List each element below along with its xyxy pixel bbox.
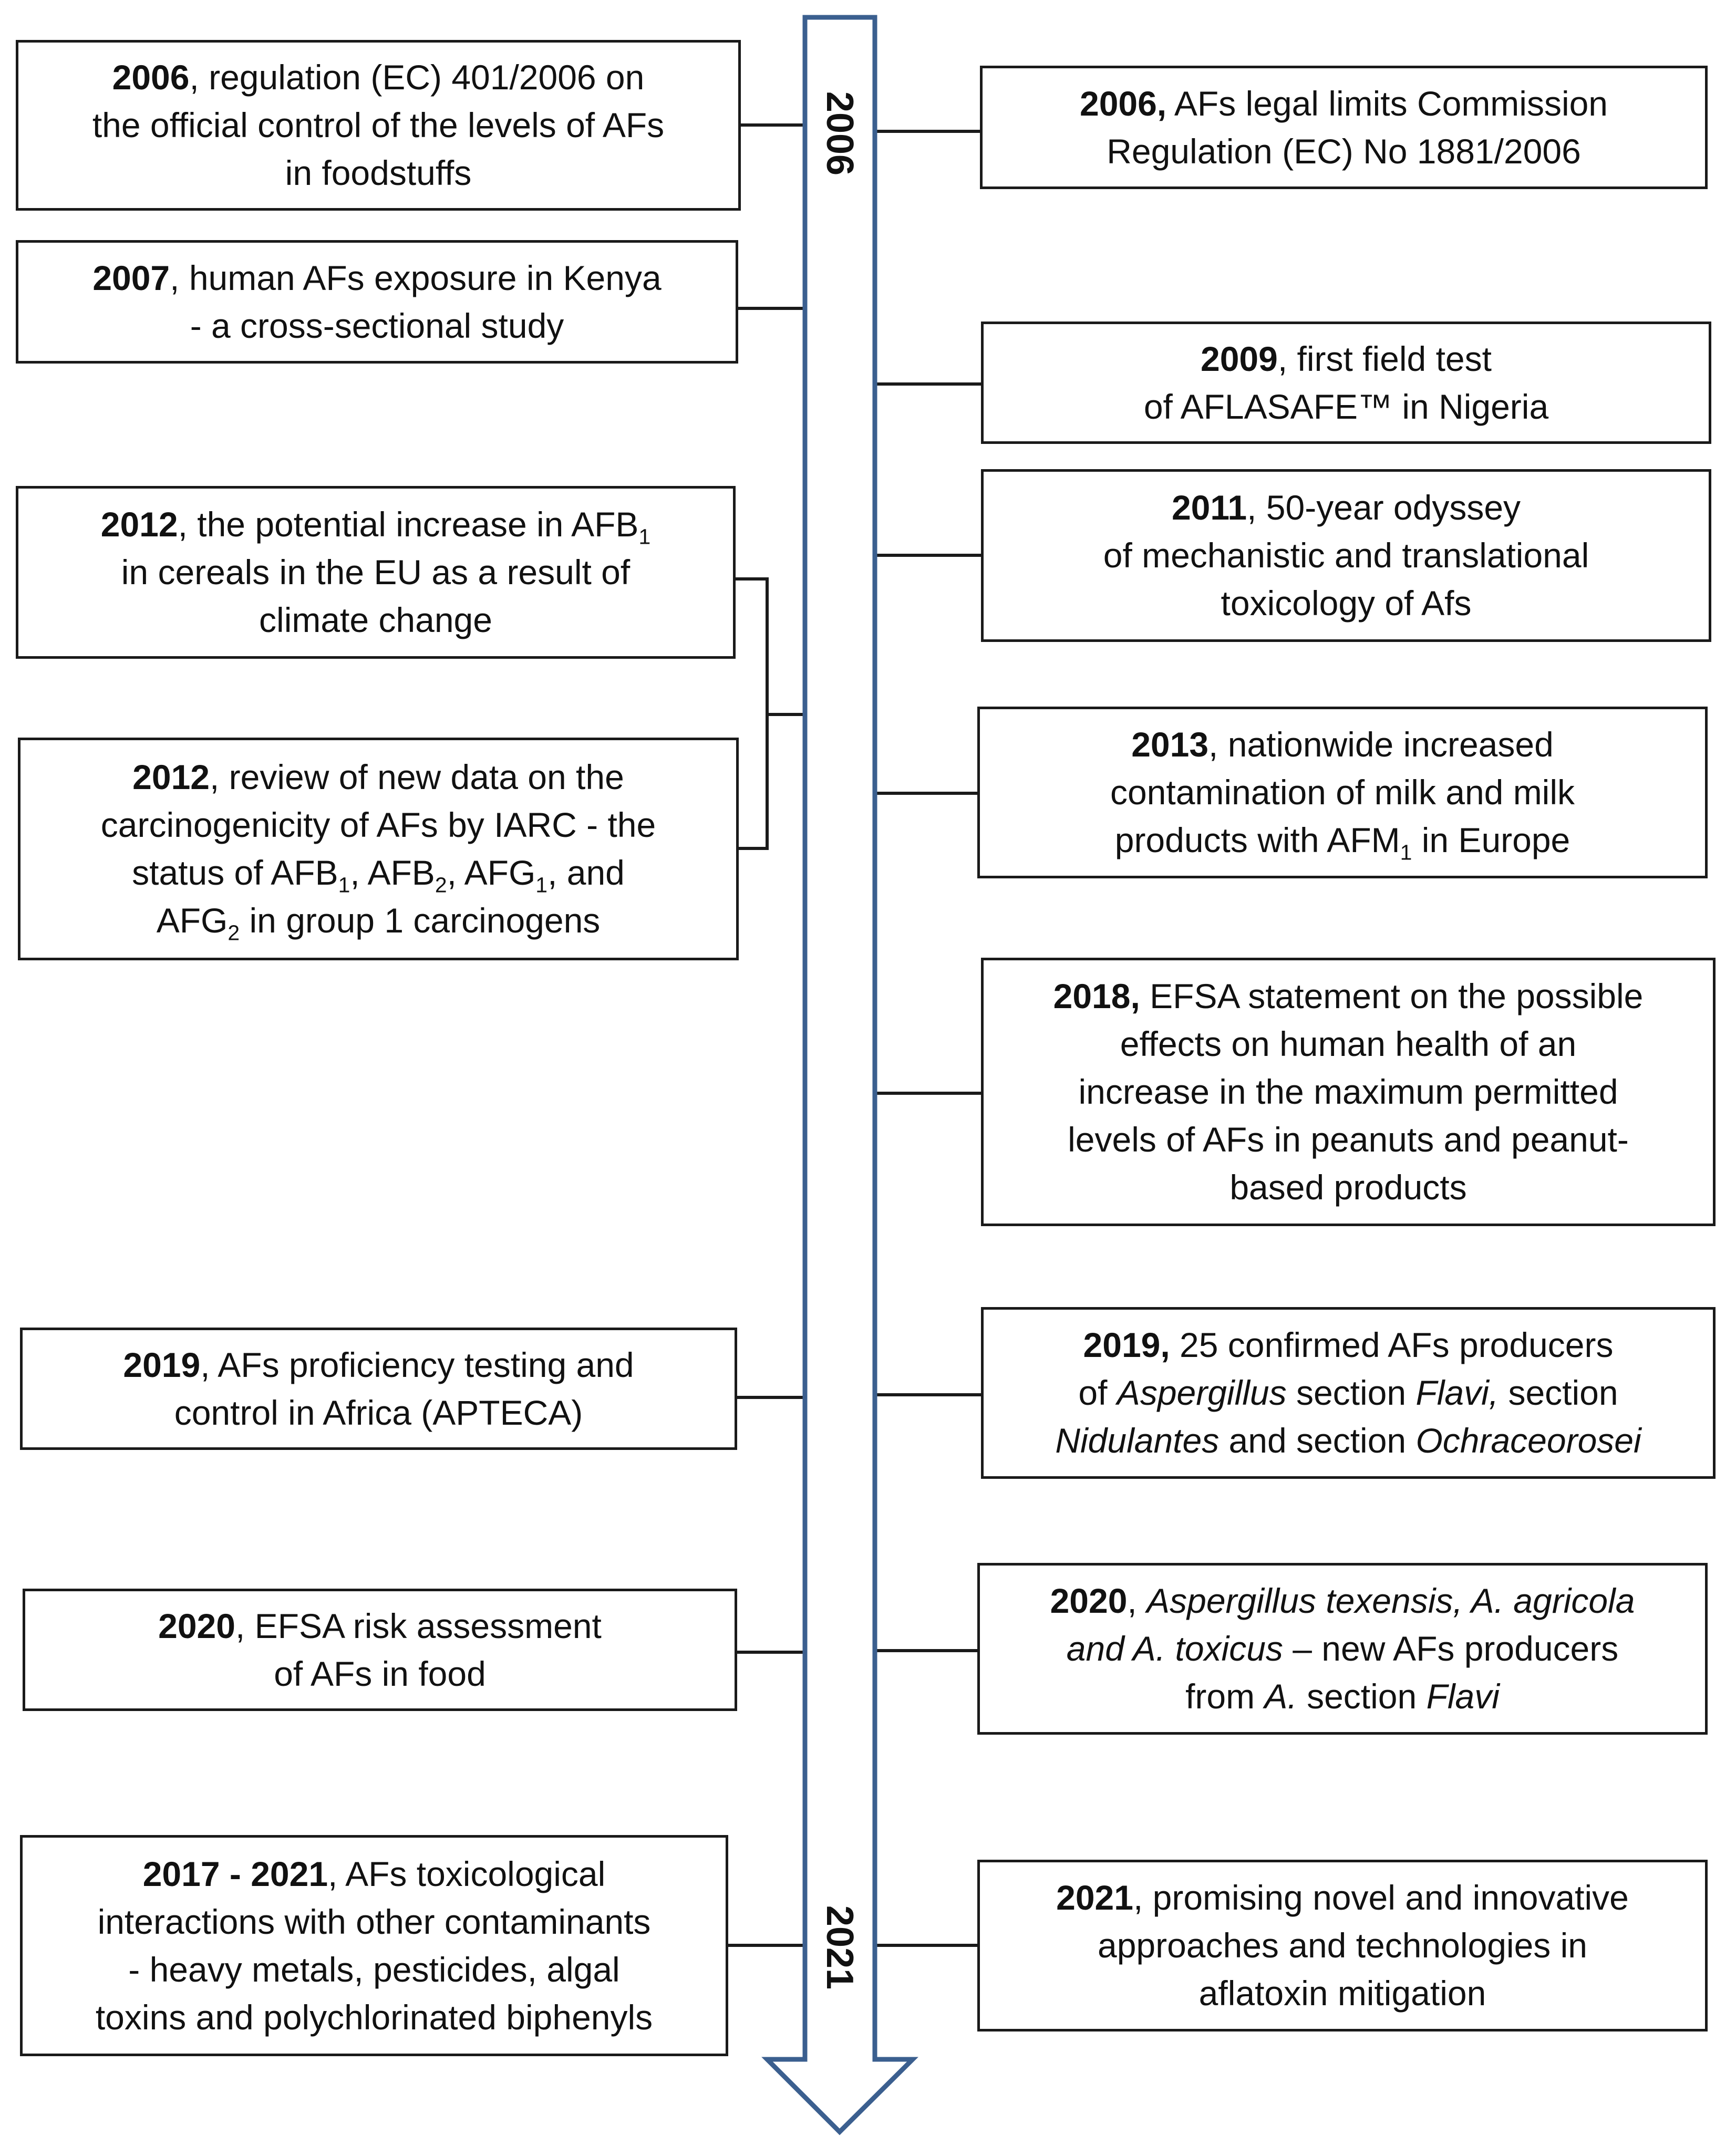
event-text: Ochraceorosei — [1415, 1421, 1641, 1460]
event-text-line — [92, 254, 661, 302]
event-year: 2019 — [123, 1345, 201, 1384]
event-box-l2 — [16, 240, 738, 364]
event-box-l5 — [20, 1328, 737, 1450]
event-text-line — [285, 149, 472, 197]
event-year: 2020 — [158, 1606, 235, 1645]
event-text: and A. toxicus — [1066, 1629, 1283, 1668]
event-text-line — [1078, 1068, 1618, 1116]
event-year: 2011 — [1171, 488, 1247, 527]
event-text: , nationwide increased — [1208, 725, 1554, 764]
event-text-line — [259, 596, 492, 644]
event-text-line — [132, 849, 625, 897]
event-text-line — [101, 801, 656, 849]
start-year-label: 2006 — [819, 91, 861, 176]
event-text-line — [1185, 1673, 1500, 1720]
event-text: , and — [547, 853, 625, 892]
event-text: AFG — [156, 901, 228, 940]
event-text: , 50-year odyssey — [1247, 488, 1521, 527]
event-text: - heavy metals, pesticides, algal — [128, 1950, 620, 1989]
event-text-line — [1056, 1874, 1629, 1922]
event-text: , — [1127, 1581, 1147, 1620]
event-box-r6 — [981, 1307, 1716, 1479]
event-text: , AFs proficiency testing and — [200, 1345, 634, 1384]
event-text-line — [1115, 816, 1570, 864]
event-box-l6 — [23, 1589, 737, 1711]
event-text: and section — [1219, 1421, 1416, 1460]
event-text: levels of AFs in peanuts and peanut- — [1068, 1120, 1629, 1159]
event-text-line — [101, 501, 650, 548]
event-text-line — [1055, 1417, 1641, 1465]
event-text: contamination of milk and milk — [1110, 773, 1575, 812]
event-text-line — [1098, 1922, 1587, 1970]
event-text: - a cross-sectional study — [190, 306, 564, 345]
event-text: aflatoxin mitigation — [1198, 1974, 1486, 2013]
event-text-line — [1050, 1577, 1635, 1625]
event-text: , first field test — [1277, 339, 1492, 378]
event-text: Aspergillus texensis, A. agricola — [1146, 1581, 1635, 1620]
event-text: , AFs toxicological — [328, 1854, 606, 1893]
event-year: 2020 — [1050, 1581, 1128, 1620]
event-text: Regulation (EC) No 1881/2006 — [1107, 131, 1581, 171]
event-text-line — [128, 1946, 619, 1994]
event-box-l3 — [16, 486, 736, 659]
event-text-line — [1103, 532, 1589, 579]
event-text-line — [112, 54, 645, 101]
event-text: , review of new data on the — [210, 758, 624, 796]
event-text-line — [98, 1898, 651, 1946]
event-text: section — [1286, 1373, 1416, 1412]
event-text: from — [1185, 1677, 1265, 1716]
event-text: Nidulantes — [1055, 1421, 1220, 1460]
event-text: of mechanistic and translational — [1103, 536, 1589, 575]
event-text: in foodstuffs — [285, 153, 472, 192]
event-text: climate change — [259, 600, 492, 639]
subscript: 2 — [228, 920, 240, 945]
event-text-line — [1067, 1625, 1618, 1673]
event-text-line — [1201, 335, 1492, 383]
event-text-line — [1120, 1020, 1576, 1068]
event-box-r2 — [981, 322, 1711, 444]
event-text: increase in the maximum permitted — [1078, 1072, 1618, 1111]
event-text: of AFs in food — [274, 1654, 486, 1693]
event-text: in cereals in the EU as a result of — [121, 553, 631, 592]
event-year: 2017 - 2021 — [142, 1854, 328, 1893]
event-text-line — [1080, 80, 1608, 128]
event-text-line — [157, 897, 601, 945]
event-text-line — [1199, 1970, 1486, 2017]
event-text-line — [96, 1994, 653, 2041]
event-box-r7 — [977, 1563, 1708, 1735]
event-text-line — [1068, 1116, 1629, 1164]
event-text: of AFLASAFE™ in Nigeria — [1143, 387, 1549, 426]
event-text-line — [1083, 1321, 1614, 1369]
event-text: of — [1078, 1373, 1117, 1412]
event-year: 2018, — [1053, 977, 1140, 1015]
event-text-line — [1053, 972, 1644, 1020]
event-box-l1 — [16, 40, 741, 211]
event-text: approaches and technologies in — [1097, 1926, 1588, 1965]
event-text: , AFB — [350, 853, 435, 892]
subscript: 1 — [638, 524, 651, 549]
event-text-line — [274, 1650, 486, 1698]
subscript: 2 — [435, 873, 447, 897]
event-text-line — [174, 1389, 583, 1437]
event-text: toxins and polychlorinated biphenyls — [95, 1997, 653, 2037]
event-text: , EFSA risk assessment — [235, 1606, 602, 1645]
event-text: based products — [1229, 1168, 1467, 1207]
event-text-line — [132, 753, 624, 801]
event-text-line — [1107, 128, 1581, 175]
timeline-arrow — [767, 17, 913, 2132]
event-text-line — [143, 1850, 606, 1898]
event-year: 2007 — [92, 258, 170, 297]
subscript: 1 — [338, 873, 350, 897]
event-text: in Europe — [1412, 821, 1570, 859]
event-text: , regulation (EC) 401/2006 on — [189, 58, 645, 97]
subscript: 1 — [1400, 840, 1412, 865]
event-text: , the potential increase in AFB — [178, 505, 639, 544]
event-year: 2006 — [112, 58, 190, 97]
event-text: Flavi, — [1415, 1373, 1499, 1412]
event-text: , human AFs exposure in Kenya — [170, 258, 662, 297]
event-year: 2009 — [1201, 339, 1278, 378]
event-text-line — [1110, 769, 1575, 816]
event-text: carcinogenicity of AFs by IARC - the — [100, 805, 656, 844]
event-text: in group 1 carcinogens — [240, 901, 601, 940]
event-text-line — [1172, 484, 1521, 532]
event-text: , promising novel and innovative — [1133, 1878, 1629, 1917]
event-text: EFSA statement on the possible — [1140, 977, 1644, 1015]
event-year: 2012 — [132, 758, 210, 796]
event-text-line — [123, 1341, 634, 1389]
event-box-l7 — [20, 1835, 728, 2056]
event-text: section — [1297, 1677, 1427, 1716]
subscript: 1 — [535, 873, 548, 897]
event-text-line — [1131, 721, 1554, 769]
event-text-line — [1078, 1369, 1618, 1417]
event-box-r5 — [981, 958, 1716, 1226]
event-text: 25 confirmed AFs producers — [1170, 1325, 1614, 1364]
event-year: 2013 — [1131, 725, 1209, 764]
event-text: , AFG — [447, 853, 536, 892]
event-text: AFs legal limits Commission — [1166, 84, 1608, 123]
event-text: Aspergillus — [1117, 1373, 1287, 1412]
event-text: the official control of the levels of AFs — [92, 106, 665, 144]
event-text: Flavi — [1426, 1677, 1500, 1716]
event-text: status of AFB — [132, 853, 338, 892]
event-text-line — [1144, 383, 1548, 431]
event-year: 2021 — [1056, 1878, 1133, 1917]
event-box-r4 — [977, 707, 1708, 878]
event-year: 2012 — [100, 505, 178, 544]
event-text: A. — [1264, 1677, 1297, 1716]
event-text: toxicology of Afs — [1221, 584, 1472, 623]
event-box-r8 — [977, 1860, 1708, 2031]
event-text-line — [121, 548, 630, 596]
event-text: effects on human health of an — [1120, 1024, 1577, 1063]
event-text-line — [1221, 579, 1472, 627]
event-box-l4 — [18, 738, 739, 960]
event-text: interactions with other contaminants — [97, 1902, 651, 1941]
event-text-line — [158, 1602, 602, 1650]
event-text: products with AFM — [1114, 821, 1400, 859]
event-text-line — [1229, 1164, 1466, 1211]
event-text-line — [190, 302, 564, 350]
event-text: – new AFs producers — [1283, 1629, 1619, 1668]
event-year: 2006, — [1079, 84, 1167, 123]
event-box-r1 — [980, 66, 1708, 189]
event-text-line — [92, 101, 664, 149]
event-text: section — [1499, 1373, 1618, 1412]
end-year-label: 2021 — [819, 1905, 861, 1990]
event-year: 2019, — [1083, 1325, 1170, 1364]
event-text: control in Africa (APTECA) — [174, 1393, 583, 1432]
event-box-r3 — [981, 469, 1711, 642]
